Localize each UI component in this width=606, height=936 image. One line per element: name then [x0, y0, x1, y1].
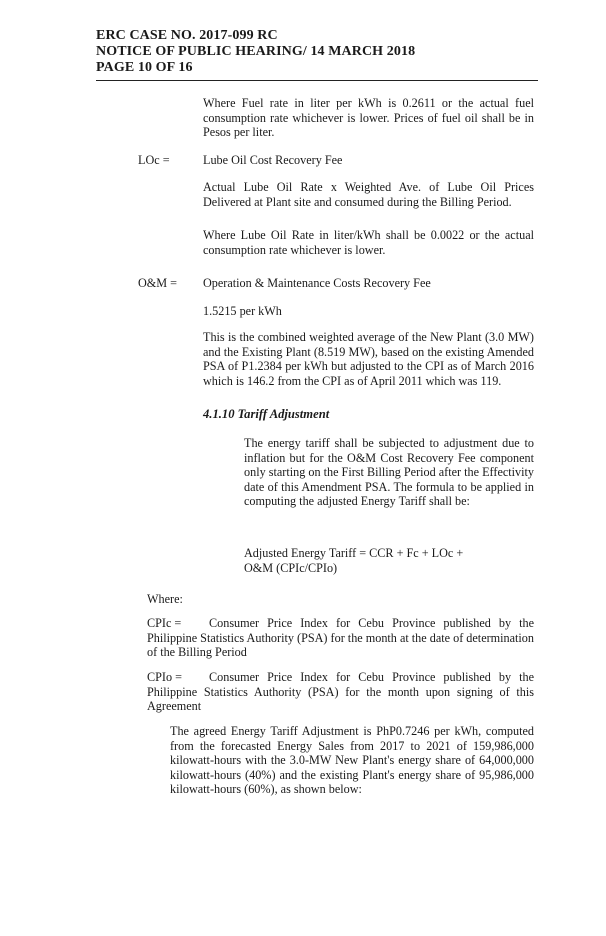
page-header — [96, 28, 536, 76]
header-divider — [96, 80, 538, 81]
tariff-adjustment-heading: 4.1.10 Tariff Adjustment — [203, 407, 330, 421]
om-title: Operation & Maintenance Costs Recovery Fee — [203, 276, 431, 290]
cpic-description — [147, 616, 534, 660]
loc-title: Lube Oil Cost Recovery Fee — [203, 153, 343, 167]
formula-line-1: Adjusted Energy Tariff = CCR + Fc + LOc + — [244, 546, 464, 560]
cpio-description-text: Consumer Price Index for Cebu Province published by the Philippine Statistics Authority (PSA) for the month upon signing of this Agreement — [147, 670, 534, 714]
case-number: ERC CASE NO. 2017-099 RC — [96, 28, 278, 43]
cpio-label: CPIo = — [147, 670, 182, 684]
om-rate: 1.5215 per kWh — [203, 304, 282, 318]
fuel-rate-note: Where Fuel rate in liter per kWh is 0.2611 or the actual fuel consumption rate whichever is lower. Prices of fuel oil shall be in Pesos per liter. — [203, 96, 534, 140]
page-number: PAGE 10 OF 16 — [96, 60, 193, 75]
agreed-tariff-paragraph: The agreed Energy Tariff Adjustment is PhP0.7246 per kWh, computed from the forecasted Energy Sales from 2017 to 2021 of 159,986,000 kilowatt-hours with the 3.0-MW New Plant's energy share of 64,000,000 kilowatt-hours (40%) and the existing Plant's energy share of 95,986,000 kilowatt-hours (60%), as shown below: — [170, 724, 534, 797]
where-label: Where: — [147, 592, 183, 606]
cpic-label: CPIc = — [147, 616, 182, 630]
cpic-description-text: Consumer Price Index for Cebu Province published by the Philippine Statistics Authority (PSA) for the month at the date of determination of the Billing Period — [147, 616, 534, 660]
formula-line-2: O&M (CPIc/CPIo) — [244, 561, 338, 575]
loc-description: Actual Lube Oil Rate x Weighted Ave. of Lube Oil Prices Delivered at Plant site and consumed during the Billing Period. — [203, 180, 534, 209]
hearing-notice: NOTICE OF PUBLIC HEARING/ 14 MARCH 2018 — [96, 44, 416, 59]
cpio-description — [147, 670, 534, 714]
om-description: This is the combined weighted average of the New Plant (3.0 MW) and the Existing Plant (8.519 MW), based on the existing Amended PSA of P1.2384 per kWh but adjusted to the CPI as of March 2016 which is 146.2 from the CPI as of April 2011 which was 119. — [203, 330, 534, 388]
om-label: O&M = — [138, 276, 178, 290]
tariff-adjustment-body: The energy tariff shall be subjected to adjustment due to inflation but for the O&M Cost Recovery Fee component only starting on the First Billing Period after the Effectivity date of this Amendment PSA. The formula to be applied in computing the adjusted Energy Tariff shall be: — [244, 436, 534, 509]
loc-note: Where Lube Oil Rate in liter/kWh shall be 0.0022 or the actual consumption rate whichever is lower. — [203, 228, 534, 257]
loc-label: LOc = — [138, 153, 170, 167]
